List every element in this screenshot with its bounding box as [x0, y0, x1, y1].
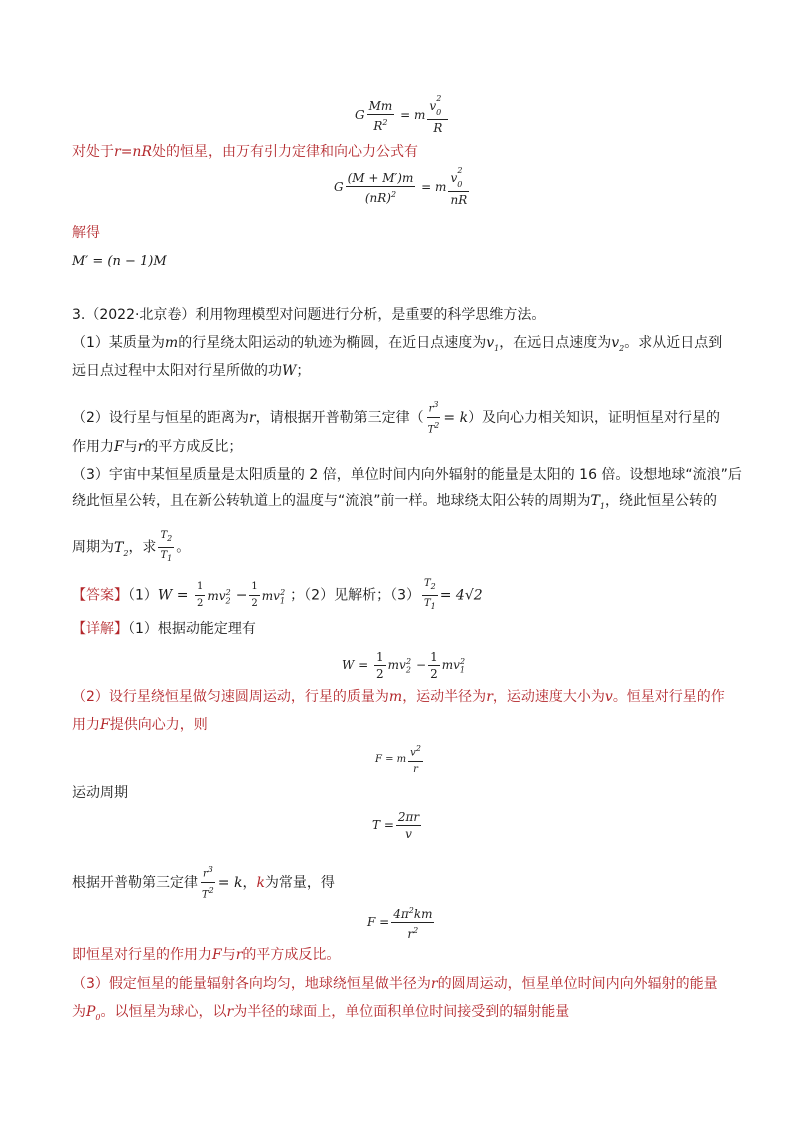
fraction: [422, 577, 438, 614]
fraction: [367, 99, 395, 133]
text: 提供向心力，则: [109, 717, 208, 733]
fraction-numerator: 1: [249, 580, 259, 596]
fraction-denominator: $T_1$: [423, 598, 436, 611]
text: ；: [296, 363, 311, 379]
math-variable: $v_1$: [486, 335, 500, 353]
answer-line: [72, 577, 483, 614]
text: ，绕此恒星公转的: [604, 493, 717, 509]
question-part1-line1: [72, 334, 722, 358]
fraction: [249, 580, 259, 611]
eq-symbol: T: [114, 539, 124, 556]
text: （2）设行星与恒星的距离为: [72, 409, 249, 426]
conclusion-line: [72, 946, 340, 964]
fraction-numerator: 1: [195, 580, 205, 596]
fraction: [408, 742, 423, 777]
fraction-numerator: (M + M′)m: [347, 170, 414, 185]
detail-part2-line2: [72, 716, 208, 734]
eq-symbol: =: [400, 108, 411, 123]
text: ，在远日点速度为: [499, 335, 612, 351]
eq-symbol: v: [450, 171, 458, 185]
fraction-numerator: $v_0^2$: [448, 168, 469, 192]
eq-symbol: −: [235, 587, 248, 604]
eq-symbol: T: [590, 493, 600, 509]
text: 与: [123, 439, 138, 455]
eq-symbol: (nR): [364, 190, 391, 205]
math-variable: r: [248, 409, 256, 426]
text: ，运动速度大小为: [492, 689, 605, 705]
text: 。求从近日点到: [624, 335, 723, 351]
equation-gravity-star: [334, 168, 471, 207]
text: ，: [242, 874, 257, 891]
math-variable: $v_2$: [611, 335, 625, 353]
math-variable: m: [388, 689, 403, 705]
equation-gravity-sun: [355, 96, 450, 135]
text: 周期为: [72, 539, 114, 556]
fraction: [426, 398, 442, 438]
fraction-numerator: $v_0^2$: [427, 96, 448, 120]
fraction-numerator: $4\pi^2km$: [393, 906, 433, 921]
fraction: [428, 650, 440, 681]
fraction: [427, 96, 448, 135]
question-part2-line2: [72, 438, 242, 456]
fraction-denominator: $T^2$: [202, 886, 214, 901]
fraction: [158, 529, 174, 566]
math-term: $mv_2^2$: [387, 657, 412, 675]
text: （1）: [128, 587, 158, 604]
eq-symbol: F = m: [375, 754, 407, 766]
math-variable: v: [604, 689, 613, 705]
text: （1）某质量为: [72, 335, 165, 351]
fraction-denominator: v: [405, 827, 412, 841]
eq-symbol: G: [355, 108, 365, 123]
detail-label: 【详解】: [72, 621, 128, 637]
period-label: 运动周期: [72, 785, 128, 801]
text: 即恒星对行星的作用力: [72, 947, 212, 963]
kepler-line: [72, 863, 335, 903]
text: 与: [221, 947, 236, 963]
fraction: [391, 904, 434, 941]
eq-symbol: v: [486, 335, 495, 351]
math-variable: F: [212, 947, 222, 963]
fraction-denominator: $r^2$: [407, 926, 419, 941]
math-variable: r: [486, 689, 493, 705]
question-part3-line3: [72, 529, 190, 566]
text: ，求: [128, 539, 157, 556]
question-part3-line1: （3）宇宙中某恒星质量是太阳质量的 2 倍，单位时间内向外辐射的能量是太阳的 16 倍。设想地球“流浪”后: [72, 467, 742, 483]
math-variable: F: [100, 717, 110, 733]
math-variable: W =: [157, 587, 189, 604]
fraction-denominator: $R^2$: [373, 117, 388, 133]
eq-symbol: T: [427, 424, 435, 436]
fraction-denominator: r: [413, 764, 418, 776]
fraction-denominator: 2: [430, 667, 438, 681]
math-variable: F: [114, 439, 124, 455]
eq-symbol: F =: [367, 915, 390, 929]
fraction-denominator: R: [433, 121, 443, 136]
math-term: $mv_2^2$: [207, 587, 231, 605]
math-variable: r: [430, 976, 438, 992]
text: （1）根据动能定理有: [128, 621, 256, 637]
fraction-denominator: 2: [196, 598, 204, 609]
fraction-denominator: nR: [450, 193, 468, 208]
eq-symbol: G: [334, 180, 344, 195]
detail-part3-line1: [72, 975, 718, 993]
fraction: [200, 863, 216, 903]
fraction-numerator: 1: [430, 650, 438, 664]
equation-period: [372, 810, 423, 841]
fraction-numerator: $v^2$: [408, 742, 423, 762]
fraction-numerator: 1: [376, 650, 384, 664]
eq-symbol: T: [160, 550, 168, 561]
text: 绕此恒星公转，且在新公转轨道上的温度与“流浪”前一样。地球绕太阳公转的周期为: [72, 493, 591, 509]
question-part1-line2: [72, 362, 310, 380]
math-variable: = k: [443, 409, 469, 426]
fraction-denominator: 2: [251, 598, 258, 609]
text: 。以恒星为球心，以: [100, 1004, 227, 1020]
text: 的平方成反比。: [242, 947, 341, 963]
equation-work-energy: W = $\frac{1}{2}$ $mv_2^2$ − $\frac{1}{2}$ $mv_1^2$: [342, 650, 470, 681]
text: ，运动半径为: [402, 689, 487, 705]
eq-symbol: v: [429, 99, 437, 113]
fraction-numerator: Mm: [368, 98, 393, 113]
text: 作用力: [72, 439, 114, 455]
math-variable: r: [226, 1004, 234, 1020]
text: 。恒星对行星的作: [612, 689, 725, 705]
math-variable: r: [137, 439, 145, 455]
fraction-denominator: (nR)$^2$: [364, 189, 397, 205]
text: ）及向心力相关知识，证明恒星对行星的: [468, 409, 721, 426]
solve-label: 解得: [72, 225, 100, 241]
fraction: [396, 810, 421, 841]
text-line-nR: [72, 143, 418, 161]
text: 的行星绕太阳运动的轨迹为椭圆，在近日点速度为: [178, 335, 487, 351]
math-variable: W: [282, 363, 297, 379]
fraction-denominator: 2: [376, 667, 384, 681]
fraction-numerator: $T_2$: [158, 529, 174, 548]
math-term: $mv_1^2$: [261, 587, 286, 605]
question-part2-line1: [72, 398, 720, 438]
eq-symbol: =: [421, 180, 432, 195]
math-variable: k: [256, 874, 265, 891]
math-variable: r: [235, 947, 243, 963]
fraction-numerator: $r^3$: [201, 863, 215, 883]
text: （3）假定恒星的能量辐射各向均匀，地球绕恒星做半径为: [72, 976, 431, 992]
fraction-denominator: $T^2$: [427, 421, 440, 436]
text: 对处于: [72, 144, 114, 160]
text: 根据开普勒第三定律: [72, 874, 198, 891]
text: 的圆周运动，恒星单位时间内向外辐射的能量: [437, 976, 718, 992]
math-variable: $T_1$: [590, 493, 605, 511]
eq-symbol: m: [435, 180, 447, 195]
fraction-numerator: 2πr: [397, 810, 420, 824]
math-variable: $T_2$: [114, 539, 129, 558]
eq-symbol: P: [86, 1004, 96, 1020]
question-title: 3.（2022·北京卷）利用物理模型对问题进行分析，是重要的科学思维方法。: [72, 307, 546, 323]
text: 为常量，得: [264, 874, 335, 891]
math-term: $mv_1^2$: [441, 657, 466, 675]
equation-result: M′ = (n − 1)M: [72, 254, 167, 269]
fraction-numerator: $r^3$: [427, 398, 441, 418]
text: ；（2）见解析；（3）: [290, 587, 420, 604]
fraction: [448, 168, 469, 207]
fraction-denominator: $T_1$: [160, 550, 173, 563]
math-variable: $P_0$: [86, 1004, 101, 1022]
eq-symbol: R: [373, 118, 383, 133]
math-variable: = 4√2: [439, 587, 483, 604]
text: 处的恒星，由万有引力定律和向心力公式有: [151, 144, 418, 160]
text: 。: [176, 539, 191, 556]
text: 为: [72, 1004, 86, 1020]
math-variable: m: [164, 335, 179, 351]
text: 的平方成反比；: [144, 439, 243, 455]
text: （2）设行星绕恒星做匀速圆周运动，行星的质量为: [72, 689, 389, 705]
detail-line1: [72, 620, 256, 638]
eq-symbol: r: [428, 403, 434, 415]
math-variable: r=nR: [114, 144, 152, 160]
fraction: [346, 171, 416, 205]
eq-symbol: T: [160, 530, 168, 541]
text: 远日点过程中太阳对行星所做的功: [72, 363, 282, 379]
detail-part2-line1: [72, 688, 725, 706]
math-variable: = k: [217, 874, 243, 891]
eq-symbol: v: [611, 335, 620, 351]
eq-symbol: m: [413, 108, 426, 123]
fraction: [195, 580, 205, 611]
text: 用力: [72, 717, 100, 733]
detail-part3-line2: [72, 1003, 569, 1027]
equation-force-result: [367, 904, 436, 941]
answer-label: 【答案】: [72, 587, 128, 604]
text: ，请根据开普勒第三定律（: [255, 409, 424, 426]
eq-symbol: W =: [342, 658, 369, 672]
fraction-numerator: $T_2$: [422, 577, 438, 596]
fraction: [374, 650, 386, 681]
text: 为半径的球面上，单位面积单位时间接受到的辐射能量: [233, 1004, 570, 1020]
eq-symbol: T =: [372, 818, 394, 832]
equation-centripetal: [375, 742, 425, 777]
question-part3-line2: [72, 492, 717, 516]
